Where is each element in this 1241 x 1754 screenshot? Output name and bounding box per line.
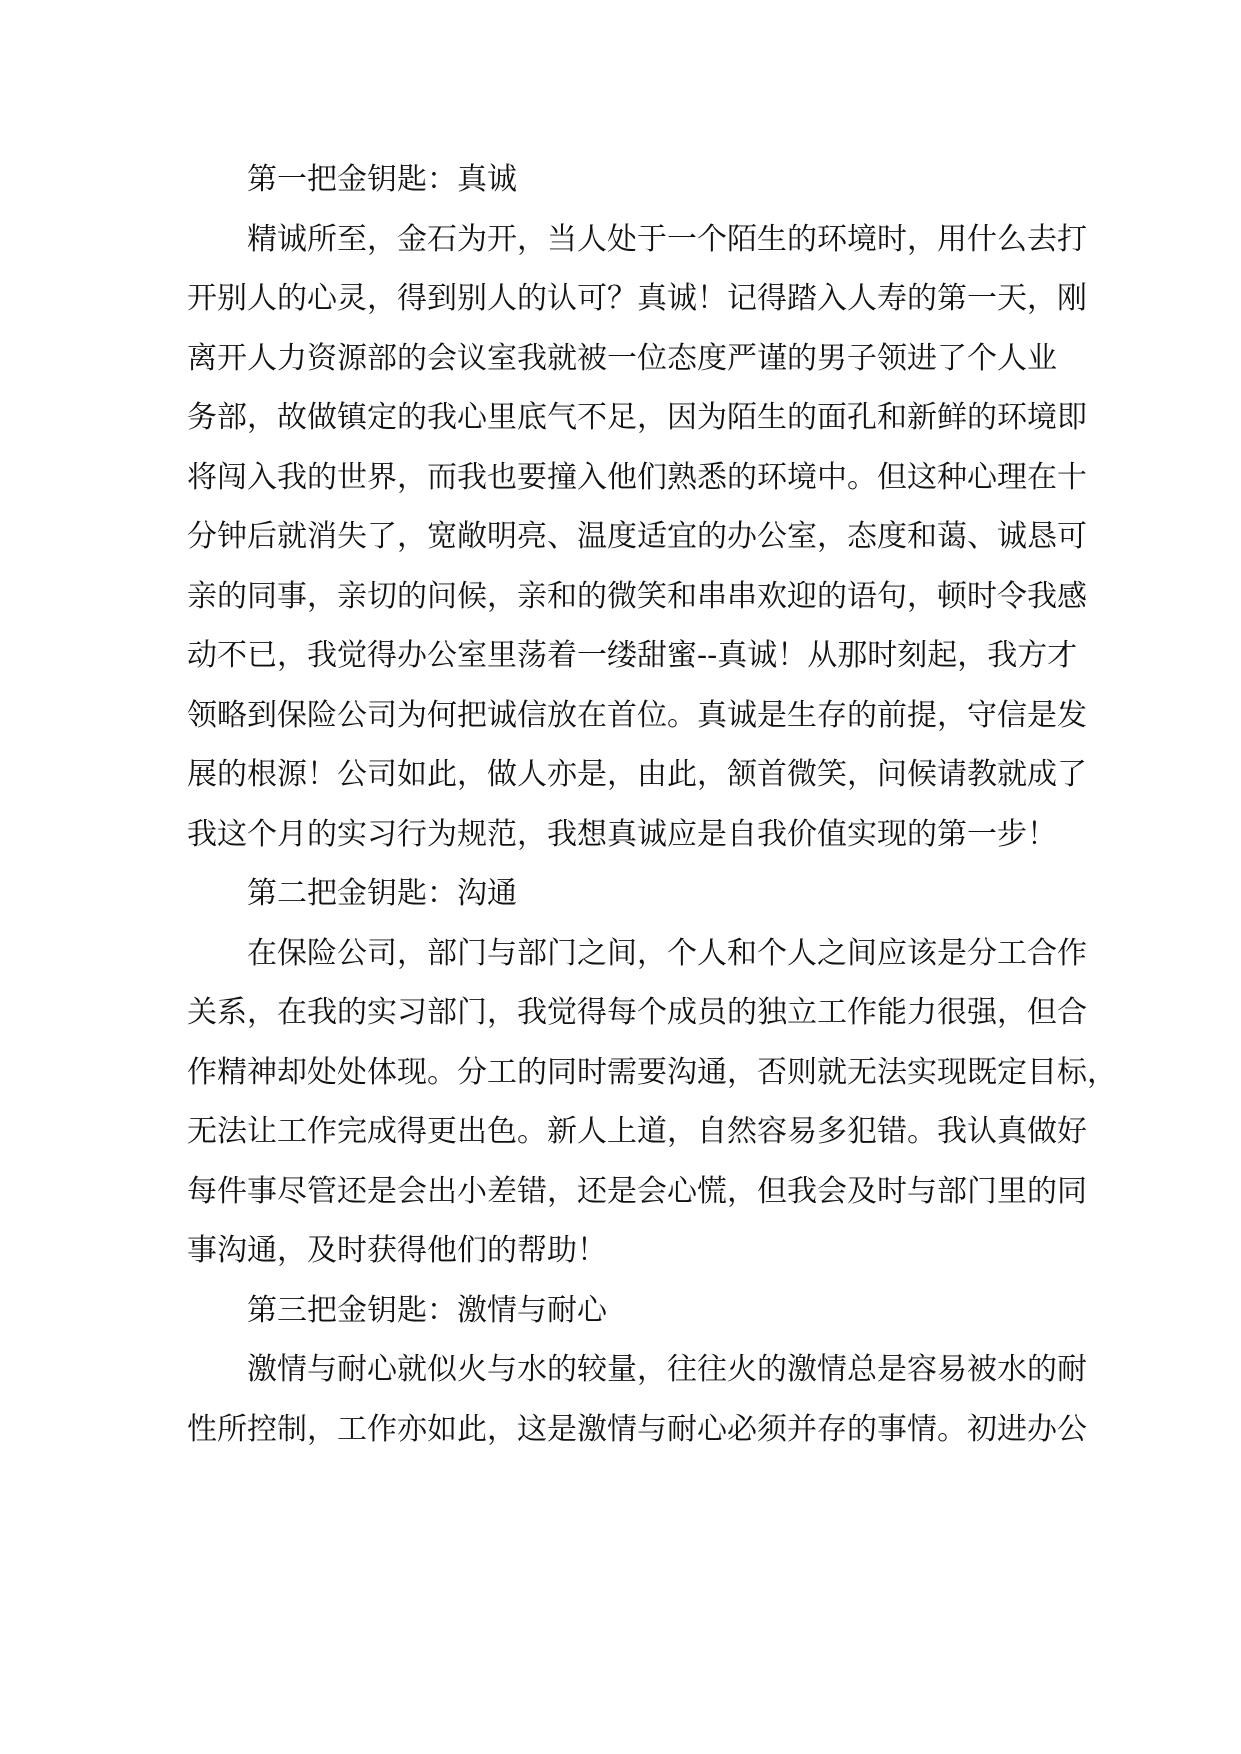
paragraph-line: 性所控制，工作亦如此，这是激情与耐心必须并存的事情。初进办公 <box>187 1411 1087 1447</box>
section-sincerity <box>187 150 1087 864</box>
section-heading: 第三把金钥匙：激情与耐心 <box>247 1292 607 1328</box>
paragraph-line: 关系，在我的实习部门，我觉得每个成员的独立工作能力很强，但合 <box>187 995 1087 1030</box>
paragraph-line: 分钟后就消失了，宽敞明亮、温度适宜的办公室，态度和蔼、诚恳可 <box>187 519 1087 554</box>
paragraph-line: 亲的同事，亲切的问候，亲和的微笑和串串欢迎的语句，顿时令我感 <box>187 578 1087 614</box>
paragraph-line: 激情与耐心就似火与水的较量，往往火的激情总是容易被水的耐 <box>247 1352 1087 1387</box>
paragraph-line: 事沟通，及时获得他们的帮助！ <box>187 1233 607 1268</box>
paragraph-line: 离开人力资源部的会议室我就被一位态度严谨的男子领进了个人业 <box>187 340 1057 376</box>
paragraph-line: 我这个月的实习行为规范，我想真诚应是自我价值实现的第一步！ <box>187 816 1057 852</box>
section-heading: 第一把金钥匙：真诚 <box>247 162 517 197</box>
section-paragraph <box>187 924 1117 1281</box>
paragraph-line: 将闯入我的世界，而我也要撞入他们熟悉的环境中。但这种心理在十 <box>187 459 1087 495</box>
paragraph-line: 务部，故做镇定的我心里底气不足，因为陌生的面孔和新鲜的环境即 <box>187 400 1087 435</box>
paragraph-line: 开别人的心灵，得到别人的认可？真诚！记得踏入人寿的第一天，刚 <box>187 281 1087 316</box>
section-heading: 第二把金钥匙：沟通 <box>247 876 517 911</box>
document-body <box>187 150 1117 1459</box>
paragraph-line: 在保险公司，部门与部门之间，个人和个人之间应该是分工合作 <box>247 935 1087 971</box>
paragraph-line: 动不已，我觉得办公室里荡着一缕甜蜜--真诚！从那时刻起，我方才 <box>187 638 1078 673</box>
paragraph-line: 每件事尽管还是会出小差错，还是会心慌，但我会及时与部门里的同 <box>187 1173 1087 1209</box>
paragraph-line: 作精神却处处体现。分工的同时需要沟通，否则就无法实现既定目标， <box>187 1054 1117 1090</box>
section-communication <box>187 864 1117 1281</box>
paragraph-line: 领略到保险公司为何把诚信放在首位。真诚是生存的前提，守信是发 <box>187 697 1087 733</box>
section-passion-patience <box>187 1281 1087 1460</box>
section-paragraph <box>187 1340 1087 1459</box>
paragraph-line: 无法让工作完成得更出色。新人上道，自然容易多犯错。我认真做好 <box>187 1114 1087 1149</box>
paragraph-line: 精诚所至，金石为开，当人处于一个陌生的环境时，用什么去打 <box>247 221 1087 257</box>
section-paragraph <box>187 210 1087 865</box>
paragraph-line: 展的根源！公司如此，做人亦是，由此，颔首微笑，问候请教就成了 <box>187 757 1087 792</box>
